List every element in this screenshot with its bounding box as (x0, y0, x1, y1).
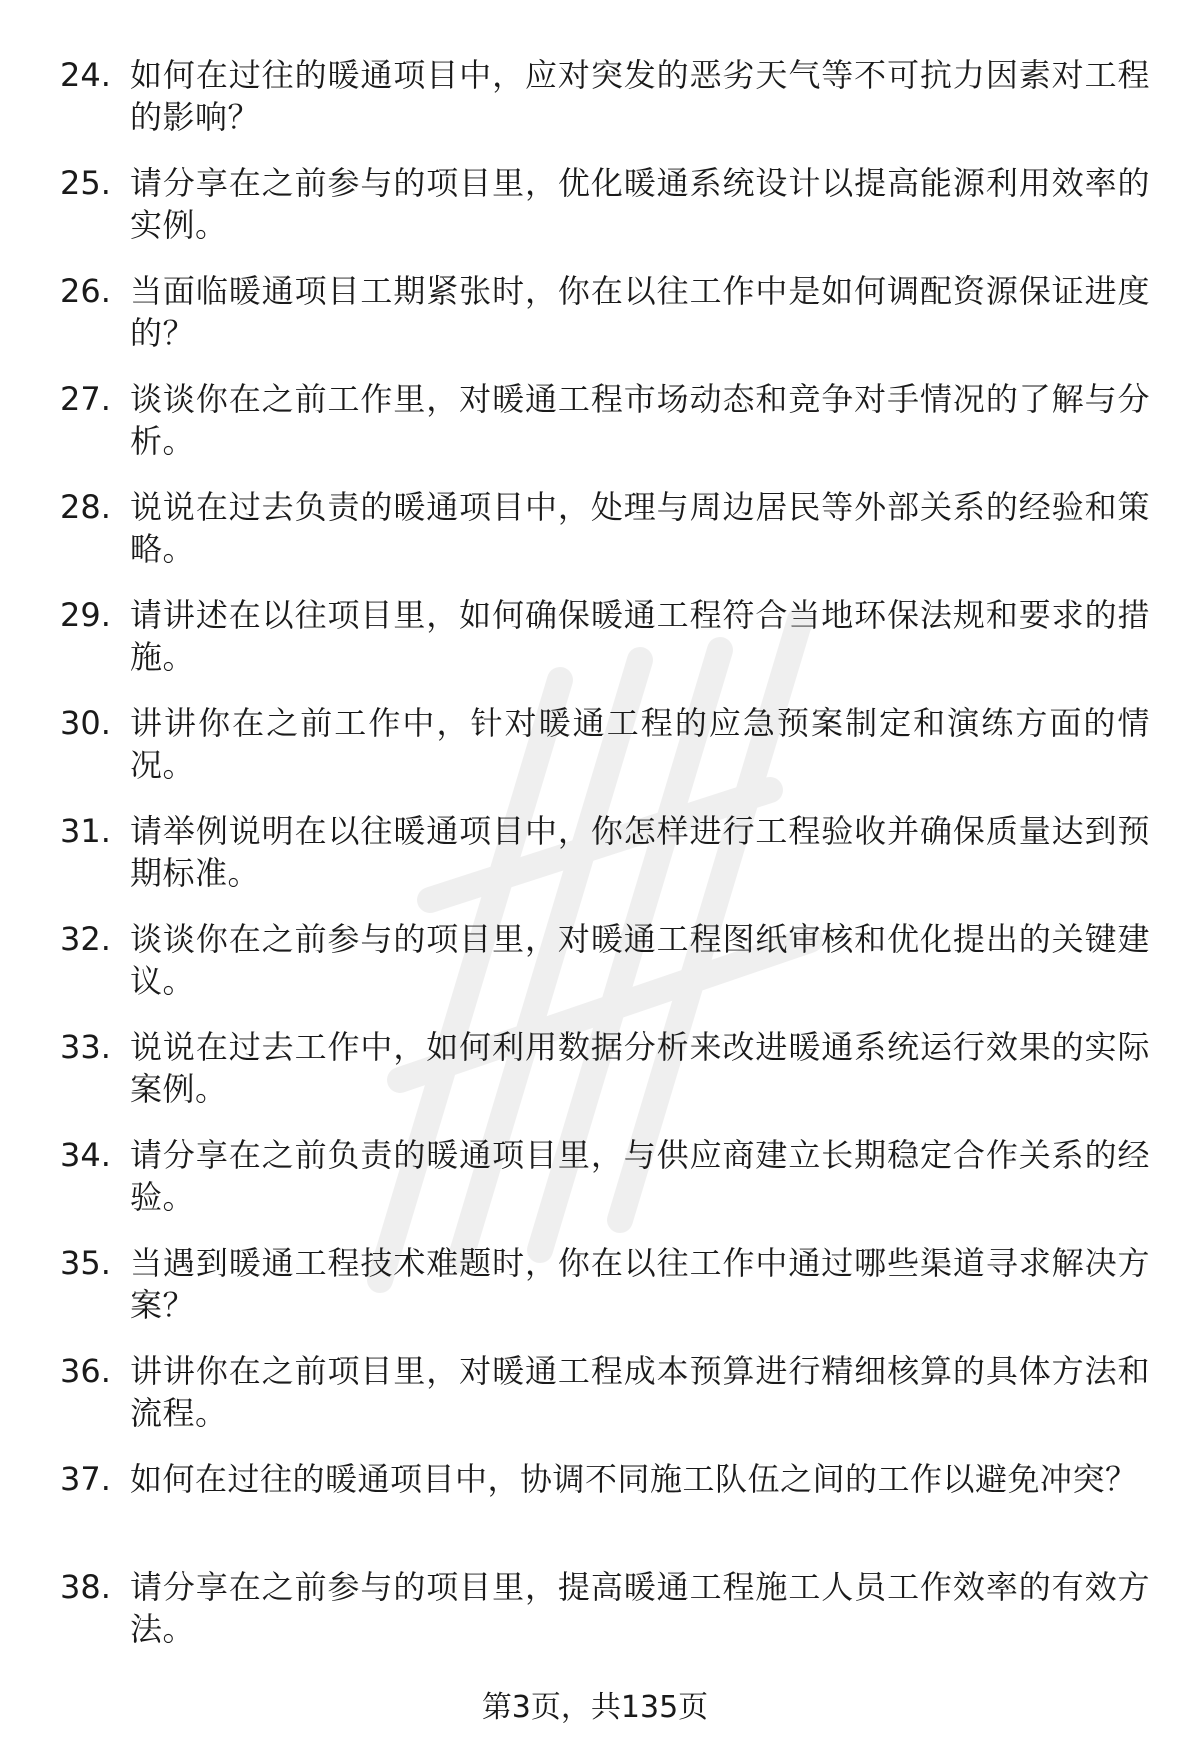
question-item (60, 594, 1150, 702)
question-number: 35. (60, 1244, 111, 1282)
question-list (60, 54, 1150, 1674)
question-text: 说说在过去工作中，如何利用数据分析来改进暖通系统运行效果的实际案例。 (130, 1028, 1150, 1108)
question-item (60, 1242, 1150, 1350)
question-item (60, 1350, 1150, 1458)
question-item (60, 378, 1150, 486)
page-number-footer: 第3页，共135页 (481, 1690, 709, 1725)
question-text: 讲讲你在之前项目里，对暖通工程成本预算进行精细核算的具体方法和流程。 (130, 1352, 1150, 1432)
question-text: 谈谈你在之前参与的项目里，对暖通工程图纸审核和优化提出的关键建议。 (130, 920, 1150, 1000)
question-item (60, 1134, 1150, 1242)
question-number: 30. (60, 704, 111, 742)
question-number: 32. (60, 920, 111, 958)
question-number: 31. (60, 812, 111, 850)
question-text: 如何在过往的暖通项目中，协调不同施工队伍之间的工作以避免冲突？ (130, 1460, 1138, 1498)
question-number: 36. (60, 1352, 111, 1390)
question-item (60, 702, 1150, 810)
question-text: 请分享在之前参与的项目里，提高暖通工程施工人员工作效率的有效方法。 (130, 1568, 1150, 1648)
question-text: 请举例说明在以往暖通项目中，你怎样进行工程验收并确保质量达到预期标准。 (130, 812, 1150, 892)
question-number: 33. (60, 1028, 111, 1066)
question-number: 37. (60, 1460, 111, 1498)
question-text: 讲讲你在之前工作中，针对暖通工程的应急预案制定和演练方面的情况。 (130, 704, 1150, 784)
question-text: 当遇到暖通工程技术难题时，你在以往工作中通过哪些渠道寻求解决方案？ (130, 1244, 1150, 1324)
question-number: 34. (60, 1136, 111, 1174)
question-item (60, 486, 1150, 594)
question-number: 25. (60, 164, 111, 202)
question-text: 当面临暖通项目工期紧张时，你在以往工作中是如何调配资源保证进度的？ (130, 272, 1150, 352)
question-number: 29. (60, 596, 111, 634)
question-item (60, 1566, 1150, 1674)
question-text: 如何在过往的暖通项目中，应对突发的恶劣天气等不可抗力因素对工程的影响？ (130, 56, 1150, 136)
question-text: 请分享在之前负责的暖通项目里，与供应商建立长期稳定合作关系的经验。 (130, 1136, 1150, 1216)
question-text: 请讲述在以往项目里，如何确保暖通工程符合当地环保法规和要求的措施。 (130, 596, 1150, 676)
question-item (60, 1026, 1150, 1134)
question-number: 28. (60, 488, 111, 526)
question-item (60, 54, 1150, 162)
question-text: 请分享在之前参与的项目里，优化暖通系统设计以提高能源利用效率的实例。 (130, 164, 1150, 244)
question-number: 38. (60, 1568, 111, 1606)
question-number: 24. (60, 56, 111, 94)
question-item (60, 162, 1150, 270)
question-text: 说说在过去负责的暖通项目中，处理与周边居民等外部关系的经验和策略。 (130, 488, 1150, 568)
question-text: 谈谈你在之前工作里，对暖通工程市场动态和竞争对手情况的了解与分析。 (130, 380, 1150, 460)
question-number: 27. (60, 380, 111, 418)
question-number: 26. (60, 272, 111, 310)
question-item (60, 1458, 1150, 1566)
question-item (60, 270, 1150, 378)
question-item (60, 810, 1150, 918)
question-item (60, 918, 1150, 1026)
